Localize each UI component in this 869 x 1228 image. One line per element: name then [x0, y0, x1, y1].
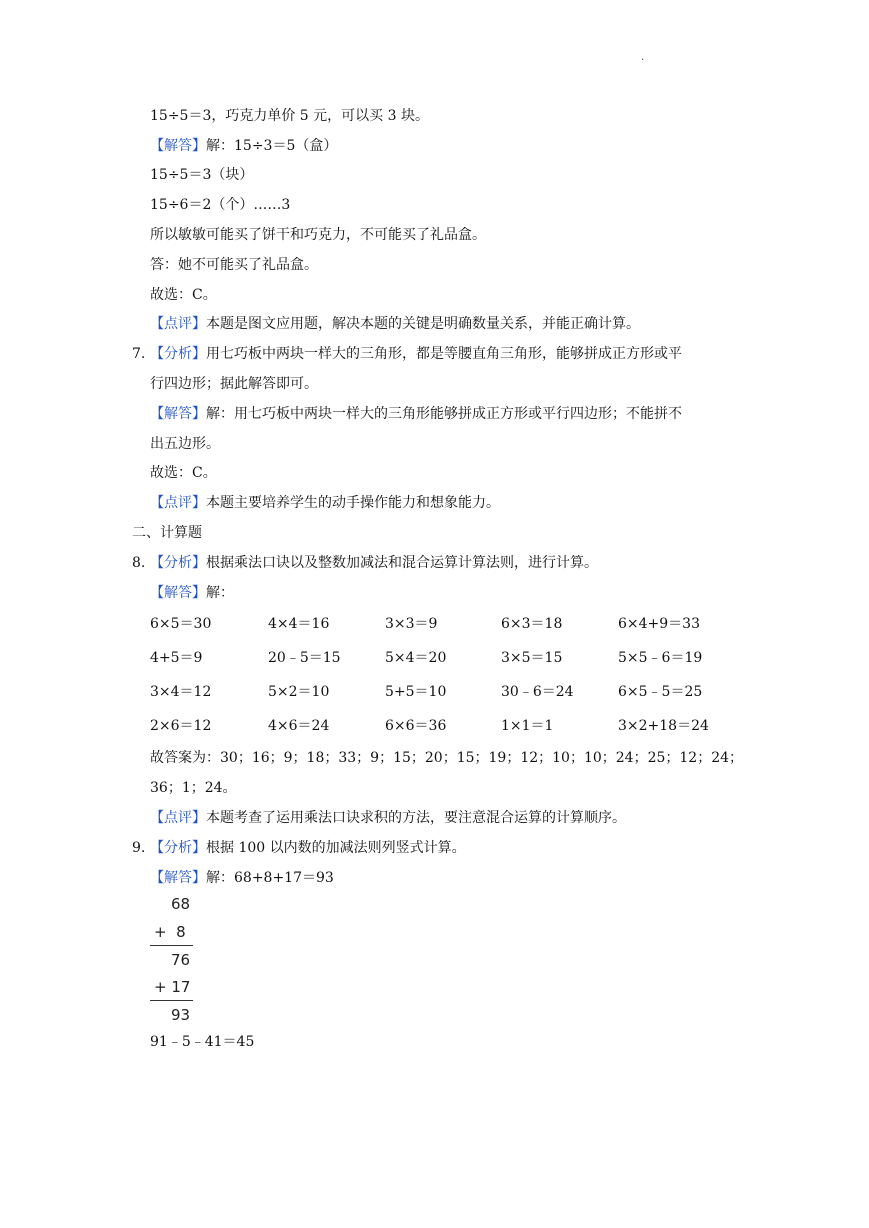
- q6-analysis-tail: 15÷5＝3，巧克力单价 5 元，可以买 3 块。: [150, 108, 429, 124]
- q9-analysis: [150, 839, 466, 857]
- page-header-mark: .: [641, 52, 645, 63]
- calc-cell: 5×2＝10: [268, 684, 330, 700]
- calc-cell: 3×4＝12: [150, 684, 212, 700]
- q7-review-text: 本题主要培养学生的动手操作能力和想象能力。: [206, 495, 500, 511]
- analysis-tag: 【分析】: [150, 840, 206, 856]
- calc-cell: 4×6＝24: [268, 718, 330, 734]
- answer-tag: 【解答】: [150, 406, 206, 422]
- calc-cell: 6×5＝30: [150, 616, 212, 632]
- vertical-total: 93: [171, 1006, 191, 1024]
- review-tag: 【点评】: [150, 810, 206, 826]
- analysis-tag: 【分析】: [150, 555, 206, 571]
- vertical-addend: + 17: [154, 978, 191, 996]
- calc-cell: 3×3＝9: [385, 616, 438, 632]
- vertical-addend: + 8: [154, 923, 186, 941]
- q8-answer-head: [150, 584, 234, 602]
- vertical-rule: [150, 1000, 193, 1001]
- q7-choice: 故选：C。: [150, 465, 217, 481]
- answer-tag: 【解答】: [150, 870, 206, 886]
- calc-cell: 6×4+9＝33: [618, 616, 700, 632]
- vertical-rule: [150, 945, 193, 946]
- calc-cell: 6×3＝18: [501, 616, 563, 632]
- calc-cell: 4+5＝9: [150, 650, 203, 666]
- q6-review: [150, 315, 640, 333]
- q7-analysis-text: 用七巧板中两块一样大的三角形，都是等腰直角三角形，能够拼成正方形或平: [206, 346, 682, 362]
- calc-cell: 30﹣6＝24: [501, 684, 574, 700]
- vertical-subtotal: 76: [171, 951, 191, 969]
- answer-tag: 【解答】: [150, 138, 206, 154]
- q8-result: 故答案为：30；16；9；18；33；9；15；20；15；19；12；10；10；24；25；12；24；: [150, 750, 744, 766]
- calc-cell: 5+5＝10: [385, 684, 447, 700]
- q6-reply: 答：她不可能买了礼品盒。: [150, 257, 318, 273]
- q6-answer-text: 解：15÷3＝5（盒）: [206, 138, 338, 154]
- q7-number: 7.: [132, 346, 146, 362]
- q7-analysis-cont: 行四边形；据此解答即可。: [150, 376, 318, 392]
- q8-result-cont: 36；1；24。: [150, 780, 237, 796]
- q6-answer-line: [150, 137, 337, 155]
- q9-answer-text: 解：68+8+17＝93: [206, 870, 334, 886]
- q7-review: [150, 494, 500, 512]
- calc-cell: 1×1＝1: [501, 718, 554, 734]
- q8-review: [150, 809, 626, 827]
- q7-answer-text: 解：用七巧板中两块一样大的三角形能够拼成正方形或平行四边形；不能拼不: [206, 406, 682, 422]
- q6-answer-step: 15÷5＝3（块）: [150, 167, 254, 183]
- calc-cell: 3×5＝15: [501, 650, 563, 666]
- q9-next-line: 91﹣5﹣41＝45: [150, 1034, 255, 1050]
- q7-answer: [150, 405, 682, 423]
- analysis-tag: 【分析】: [150, 346, 206, 362]
- q8-analysis-text: 根据乘法口诀以及整数加减法和混合运算计算法则，进行计算。: [206, 555, 598, 571]
- q9-number: 9.: [132, 840, 146, 856]
- answer-tag: 【解答】: [150, 585, 206, 601]
- q6-choice: 故选：C。: [150, 287, 217, 303]
- q7-analysis: [150, 345, 682, 363]
- q9-answer: [150, 869, 334, 887]
- calc-cell: 6×6＝36: [385, 718, 447, 734]
- review-tag: 【点评】: [150, 495, 206, 511]
- q8-analysis: [150, 554, 598, 572]
- calc-cell: 2×6＝12: [150, 718, 212, 734]
- q8-answer-head-text: 解：: [206, 585, 234, 601]
- calc-cell: 5×4＝20: [385, 650, 447, 666]
- calc-cell: 6×5﹣5＝25: [618, 684, 703, 700]
- q6-conclusion: 所以敏敏可能买了饼干和巧克力，不可能买了礼品盒。: [150, 227, 486, 243]
- review-tag: 【点评】: [150, 316, 206, 332]
- calc-cell: 20﹣5＝15: [268, 650, 341, 666]
- q6-answer-step: 15÷6＝2（个）……3: [150, 197, 291, 213]
- q9-analysis-text: 根据 100 以内数的加减法则列竖式计算。: [206, 840, 466, 856]
- q8-review-text: 本题考查了运用乘法口诀求积的方法，要注意混合运算的计算顺序。: [206, 810, 626, 826]
- section-title: 二、计算题: [132, 525, 202, 541]
- calc-cell: 5×5﹣6＝19: [618, 650, 703, 666]
- calc-cell: 3×2+18＝24: [618, 718, 709, 734]
- vertical-operand: 68: [171, 895, 191, 913]
- q7-answer-cont: 出五边形。: [150, 436, 220, 452]
- q8-number: 8.: [132, 555, 146, 571]
- q6-review-text: 本题是图文应用题，解决本题的关键是明确数量关系，并能正确计算。: [206, 316, 640, 332]
- calc-cell: 4×4＝16: [268, 616, 330, 632]
